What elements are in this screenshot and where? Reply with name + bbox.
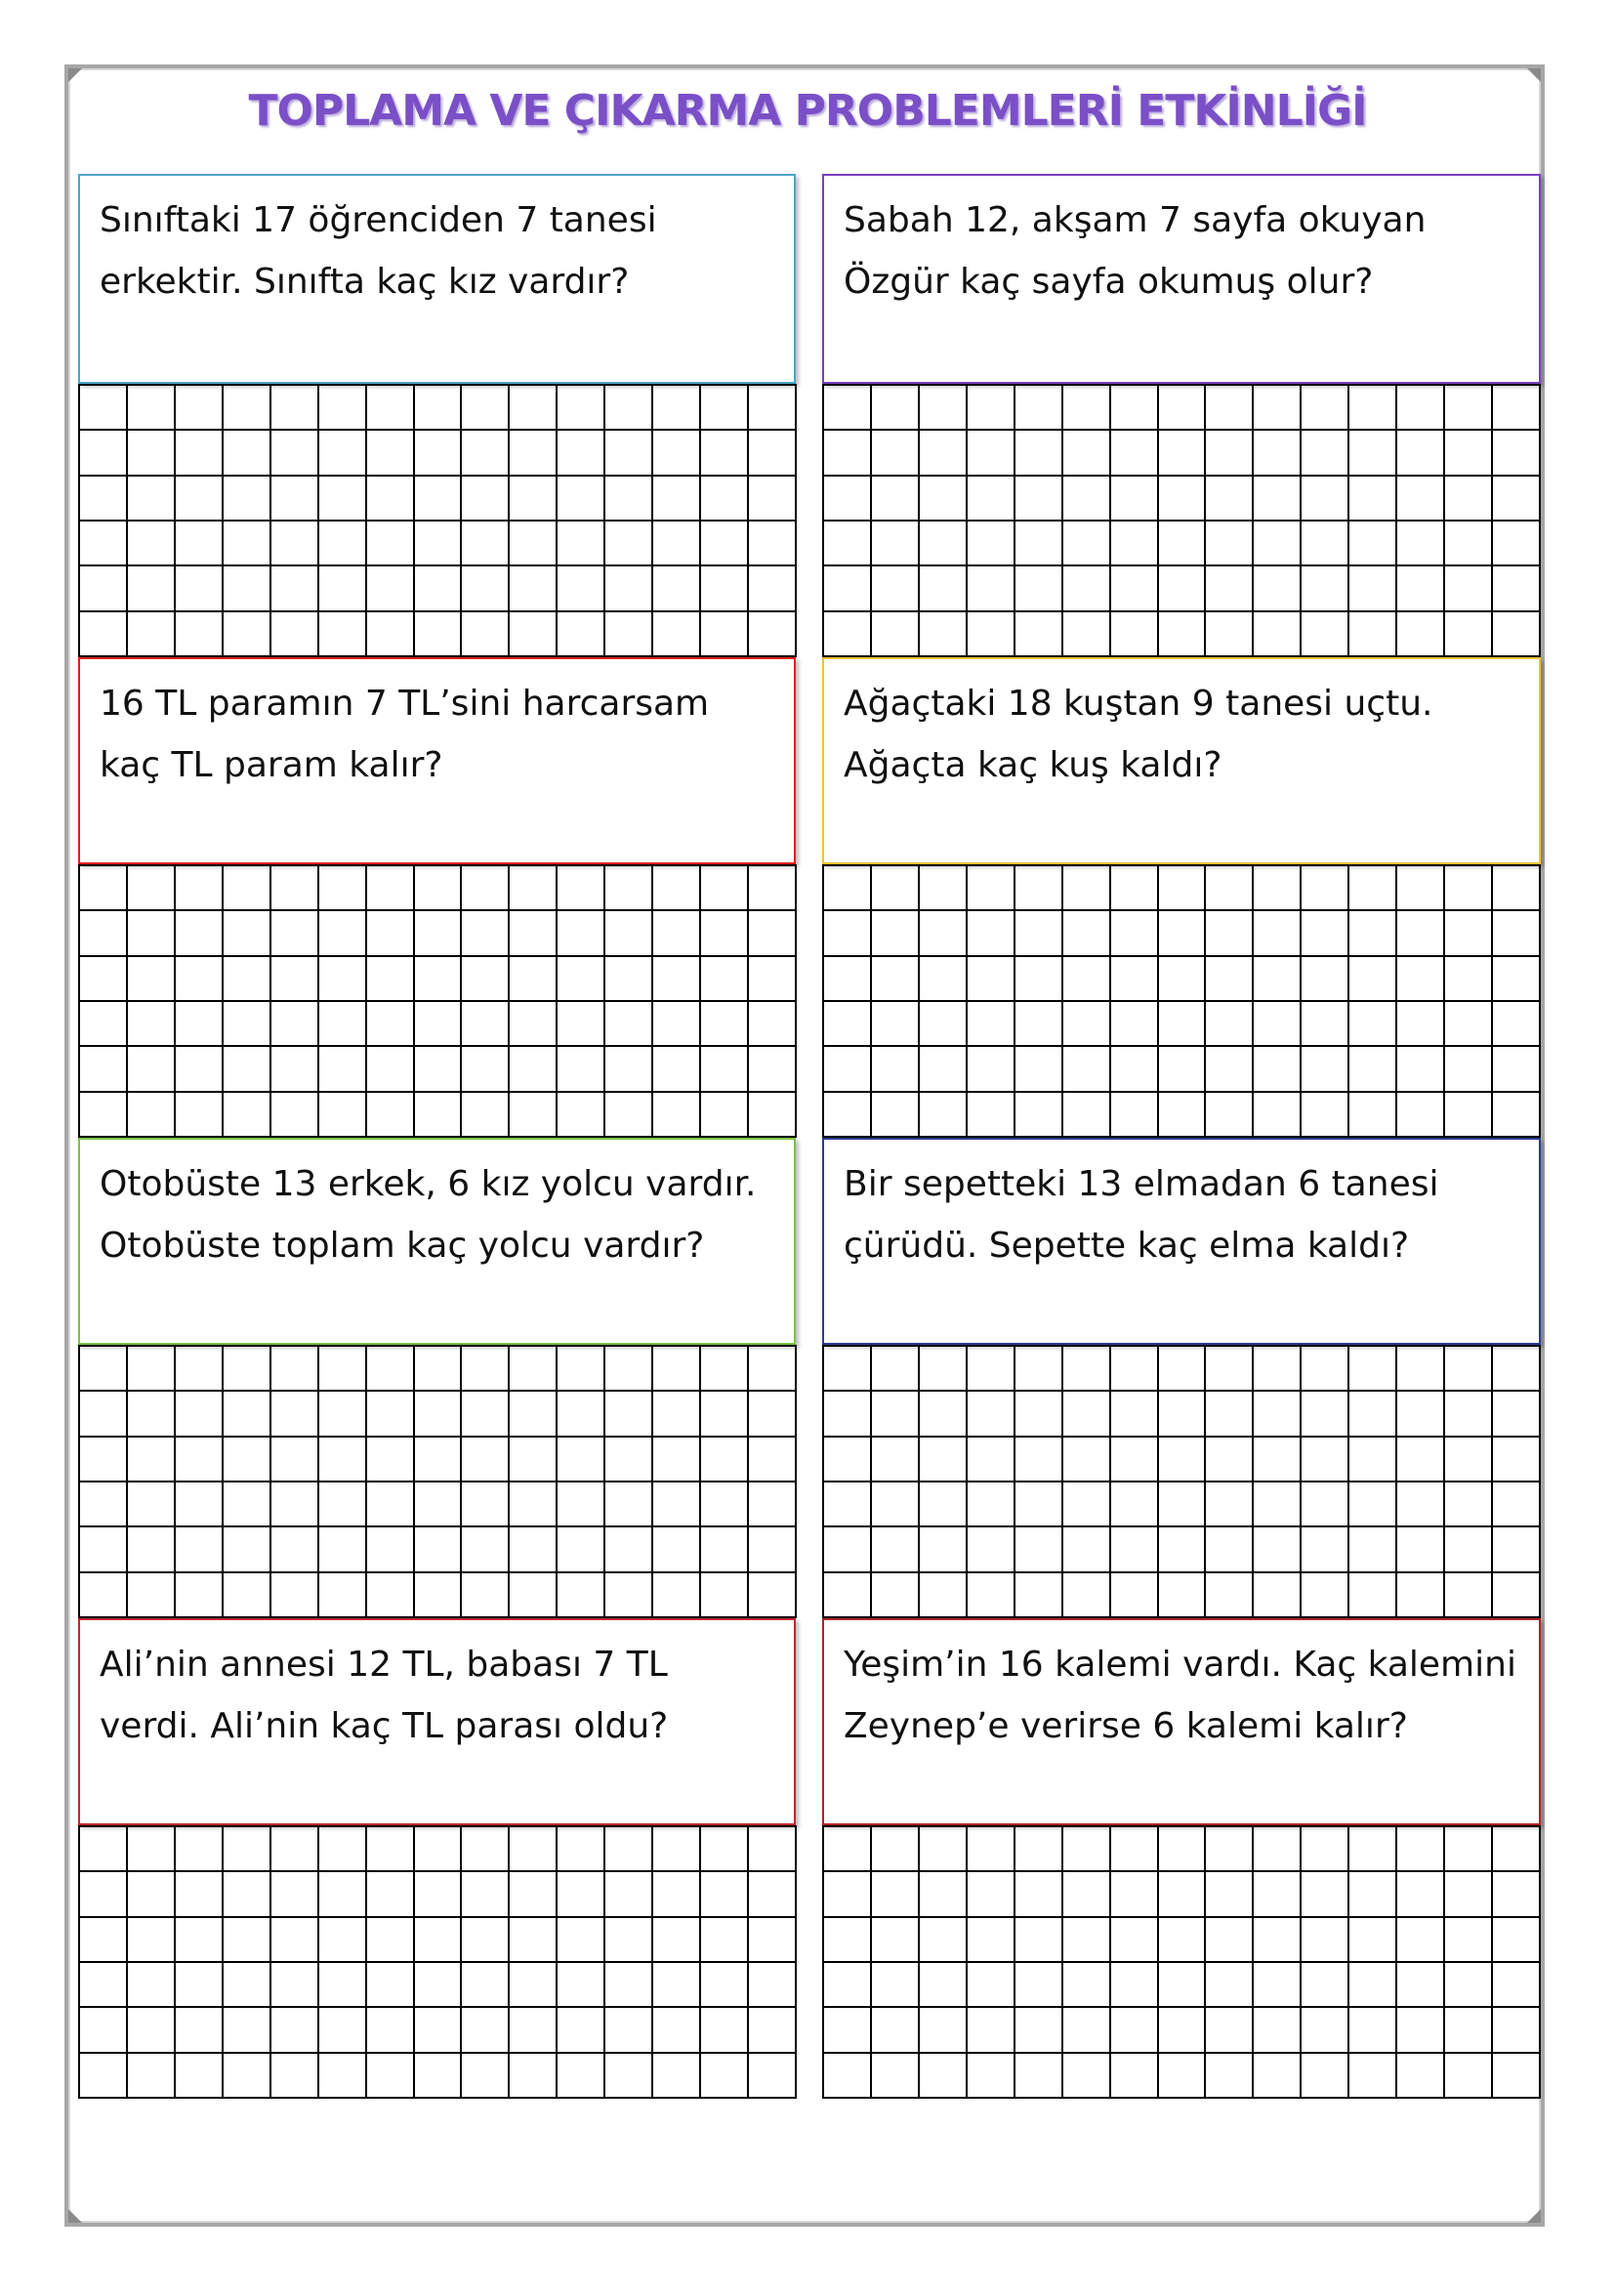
answer-grid[interactable] — [822, 384, 1541, 657]
grid-line — [822, 955, 1541, 957]
grid-line — [78, 1390, 797, 1392]
grid-line — [78, 1000, 797, 1002]
grid-line — [78, 1870, 797, 1872]
grid-line — [78, 384, 797, 386]
grid-line — [78, 2052, 797, 2054]
grid-line — [822, 475, 1541, 477]
grid-line — [78, 1091, 797, 1093]
grid-line — [822, 429, 1541, 431]
problem-box — [822, 657, 1541, 864]
grid-line — [78, 955, 797, 957]
grid-line — [822, 2006, 1541, 2008]
grid-line — [822, 1045, 1541, 1047]
corner-ornament — [1527, 68, 1541, 82]
grid-line — [822, 1916, 1541, 1918]
grid-line — [822, 1390, 1541, 1392]
grid-line — [822, 909, 1541, 911]
grid-line — [822, 564, 1541, 566]
grid-line — [822, 610, 1541, 612]
grid-line — [822, 1571, 1541, 1573]
grid-line — [822, 520, 1541, 522]
grid-line — [78, 1436, 797, 1438]
corner-ornament — [1527, 2209, 1541, 2223]
grid-line — [822, 1825, 1541, 1827]
grid-line — [822, 1961, 1541, 1963]
grid-line — [78, 1571, 797, 1573]
problem-box — [78, 657, 796, 864]
problem-text: Sınıftaki 17 öğrenciden 7 tanesi erkektir. Sınıfta kaç kız vardır? — [100, 200, 657, 302]
grid-line — [78, 429, 797, 431]
grid-line — [822, 1000, 1541, 1002]
problem-text: Bir sepetteki 13 elmadan 6 tanesi çürüdü. Sepette kaç elma kaldı? — [844, 1164, 1439, 1266]
answer-grid[interactable] — [78, 1345, 797, 1618]
answer-grid[interactable] — [78, 1825, 797, 2099]
worksheet-title: TOPLAMA VE ÇIKARMA PROBLEMLERİ ETKİNLİĞİ — [248, 86, 1367, 136]
grid-line — [822, 1481, 1541, 1482]
grid-line — [78, 1825, 797, 1827]
grid-line — [78, 2097, 797, 2099]
corner-ornament — [68, 68, 82, 82]
grid-line — [822, 1091, 1541, 1093]
problem-box — [78, 1138, 796, 1345]
problem-text: Otobüste 13 erkek, 6 kız yolcu vardır. Otobüste toplam kaç yolcu vardır? — [100, 1164, 757, 1266]
grid-line — [822, 2052, 1541, 2054]
grid-line — [78, 1345, 797, 1347]
answer-grid[interactable] — [822, 1825, 1541, 2099]
corner-ornament — [68, 2209, 82, 2223]
grid-line — [78, 1916, 797, 1918]
problem-text: Ali’nin annesi 12 TL, babası 7 TL verdi. Ali’nin kaç TL parası oldu? — [100, 1645, 669, 1746]
grid-line — [78, 1961, 797, 1963]
problem-box — [822, 1138, 1541, 1345]
grid-line — [78, 1481, 797, 1482]
grid-line — [822, 384, 1541, 386]
problem-text: 16 TL paramın 7 TL’sini harcarsam kaç TL param kalır? — [100, 684, 710, 785]
problem-text: Ağaçtaki 18 kuştan 9 tanesi uçtu. Ağaçta kaç kuş kaldı? — [844, 684, 1433, 785]
grid-line — [78, 610, 797, 612]
answer-grid[interactable] — [78, 384, 797, 657]
grid-line — [78, 909, 797, 911]
grid-line — [822, 1436, 1541, 1438]
problem-text: Yeşim’in 16 kalemi vardı. Kaç kalemini Zeynep’e verirse 6 kalemi kalır? — [844, 1645, 1516, 1746]
grid-line — [822, 864, 1541, 866]
grid-line — [822, 2097, 1541, 2099]
grid-line — [78, 1045, 797, 1047]
problem-text: Sabah 12, akşam 7 sayfa okuyan Özgür kaç sayfa okumuş olur? — [844, 200, 1427, 302]
grid-line — [822, 1870, 1541, 1872]
answer-grid[interactable] — [822, 1345, 1541, 1618]
grid-line — [78, 520, 797, 522]
problem-box — [822, 1618, 1541, 1825]
problem-box — [78, 1618, 796, 1825]
grid-line — [78, 1525, 797, 1527]
problem-box — [78, 174, 796, 384]
grid-line — [78, 2006, 797, 2008]
answer-grid[interactable] — [78, 864, 797, 1138]
grid-line — [822, 1525, 1541, 1527]
grid-line — [822, 1345, 1541, 1347]
grid-line — [78, 475, 797, 477]
grid-line — [78, 864, 797, 866]
problem-box — [822, 174, 1541, 384]
answer-grid[interactable] — [822, 864, 1541, 1138]
grid-line — [78, 564, 797, 566]
